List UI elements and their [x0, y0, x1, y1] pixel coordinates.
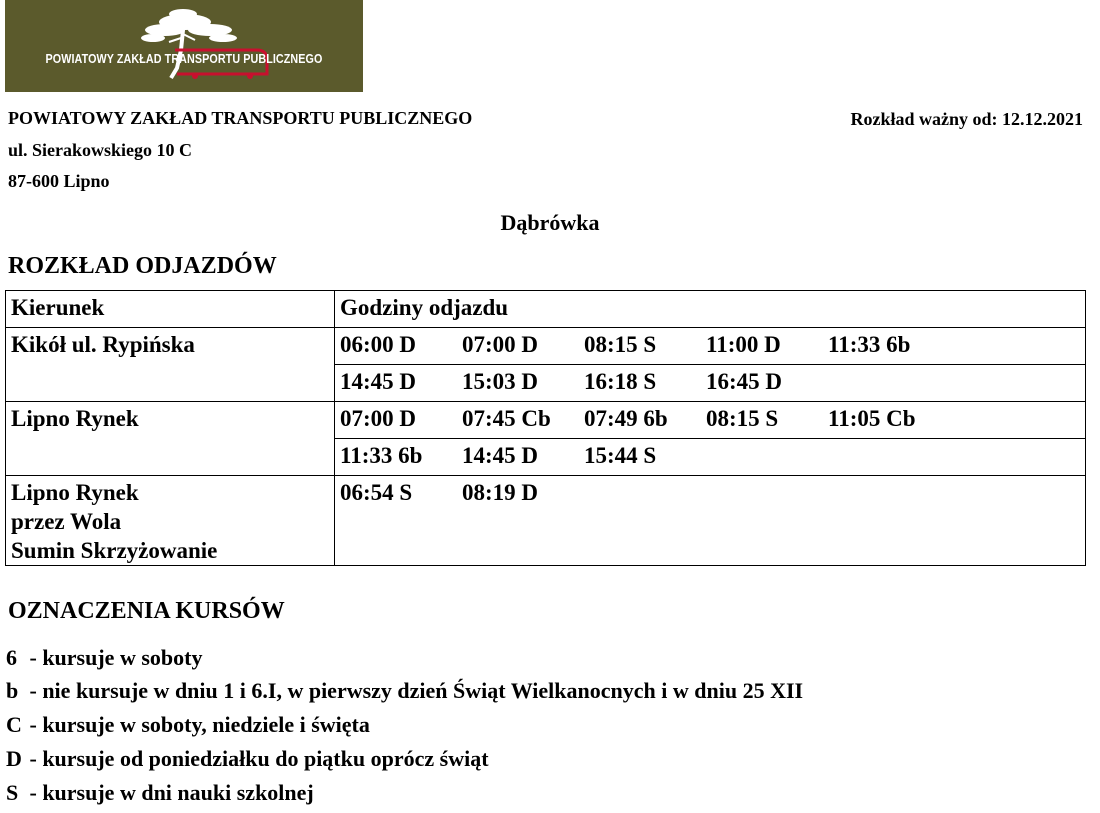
- column-header-direction: Kierunek: [6, 291, 335, 328]
- times-cell: [335, 365, 1086, 402]
- departure-time: 06:00 D: [340, 332, 417, 357]
- departure-time: 07:45 Cb: [462, 406, 551, 431]
- legend-item: [6, 780, 314, 806]
- departure-time: 07:00 D: [462, 332, 539, 357]
- legend-text: - kursuje w soboty, niedziele i święta: [24, 712, 370, 737]
- legend-code: C: [6, 712, 22, 737]
- departure-time: 07:00 D: [340, 406, 417, 431]
- valid-from-date: Rozkład ważny od: 12.12.2021: [850, 109, 1083, 129]
- departure-time: 16:18 S: [584, 369, 657, 394]
- company-street: ul. Sierakowskiego 10 C: [8, 140, 193, 160]
- departure-time: 15:03 D: [462, 369, 539, 394]
- legend-code: 6: [6, 645, 17, 670]
- departure-time: 16:45 D: [706, 369, 783, 394]
- departure-time: 15:44 S: [584, 443, 657, 468]
- legend-title: OZNACZENIA KURSÓW: [8, 598, 285, 624]
- times-cell: [335, 402, 1086, 439]
- departure-time: 06:54 S: [340, 480, 413, 505]
- timetable-title: ROZKŁAD ODJAZDÓW: [8, 253, 277, 279]
- legend-text: - kursuje od poniedziałku do piątku oprócz świąt: [24, 746, 489, 771]
- direction-line: przez Wola: [11, 509, 122, 534]
- column-header-times: Godziny odjazdu: [335, 291, 1086, 328]
- direction-line: Lipno Rynek: [11, 480, 139, 505]
- departure-time: 11:00 D: [706, 332, 781, 357]
- legend-code: S: [6, 780, 19, 805]
- legend-text: - kursuje w dni nauki szkolnej: [24, 780, 314, 805]
- company-city: 87-600 Lipno: [8, 171, 110, 191]
- departure-time: 11:33 6b: [828, 332, 911, 357]
- stop-name: Dąbrówka: [500, 210, 600, 235]
- table-row: [6, 476, 1086, 566]
- departure-time: 08:15 S: [706, 406, 779, 431]
- legend-code: D: [6, 746, 22, 771]
- direction-line: Sumin Skrzyżowanie: [11, 538, 218, 563]
- direction-cell: [6, 476, 335, 566]
- company-logo: [5, 0, 363, 92]
- direction-cell: Kikół ul. Rypińska: [6, 328, 335, 402]
- departure-time: 14:45 D: [340, 369, 417, 394]
- direction-cell: Lipno Rynek: [6, 402, 335, 476]
- departure-time: 07:49 6b: [584, 406, 668, 431]
- legend-code: b: [6, 678, 19, 703]
- table-row: [6, 402, 1086, 439]
- times-cell: [335, 476, 1086, 566]
- times-cell: [335, 328, 1086, 365]
- table-header-row: [6, 291, 1086, 328]
- legend-item: [6, 712, 370, 738]
- legend-item: [6, 645, 202, 671]
- departure-time: 08:15 S: [584, 332, 657, 357]
- tree-bus-logo-icon: [5, 0, 363, 92]
- legend-text: - nie kursuje w dniu 1 i 6.I, w pierwszy dzień Świąt Wielkanocnych i w dniu 25 XII: [24, 678, 804, 703]
- legend-item: [6, 746, 489, 772]
- table-row: [6, 328, 1086, 365]
- departure-time: 14:45 D: [462, 443, 539, 468]
- times-cell: [335, 439, 1086, 476]
- departure-time: 11:33 6b: [340, 443, 423, 468]
- legend-text: - kursuje w soboty: [24, 645, 203, 670]
- departure-time: 08:19 D: [462, 480, 539, 505]
- legend-item: [6, 678, 803, 704]
- departure-time: 11:05 Cb: [828, 406, 916, 431]
- company-name: POWIATOWY ZAKŁAD TRANSPORTU PUBLICZNEGO: [8, 108, 473, 128]
- logo-text: POWIATOWY ZAKŁAD TRANSPORTU PUBLICZNEGO: [45, 52, 323, 66]
- departures-table: [5, 290, 1086, 566]
